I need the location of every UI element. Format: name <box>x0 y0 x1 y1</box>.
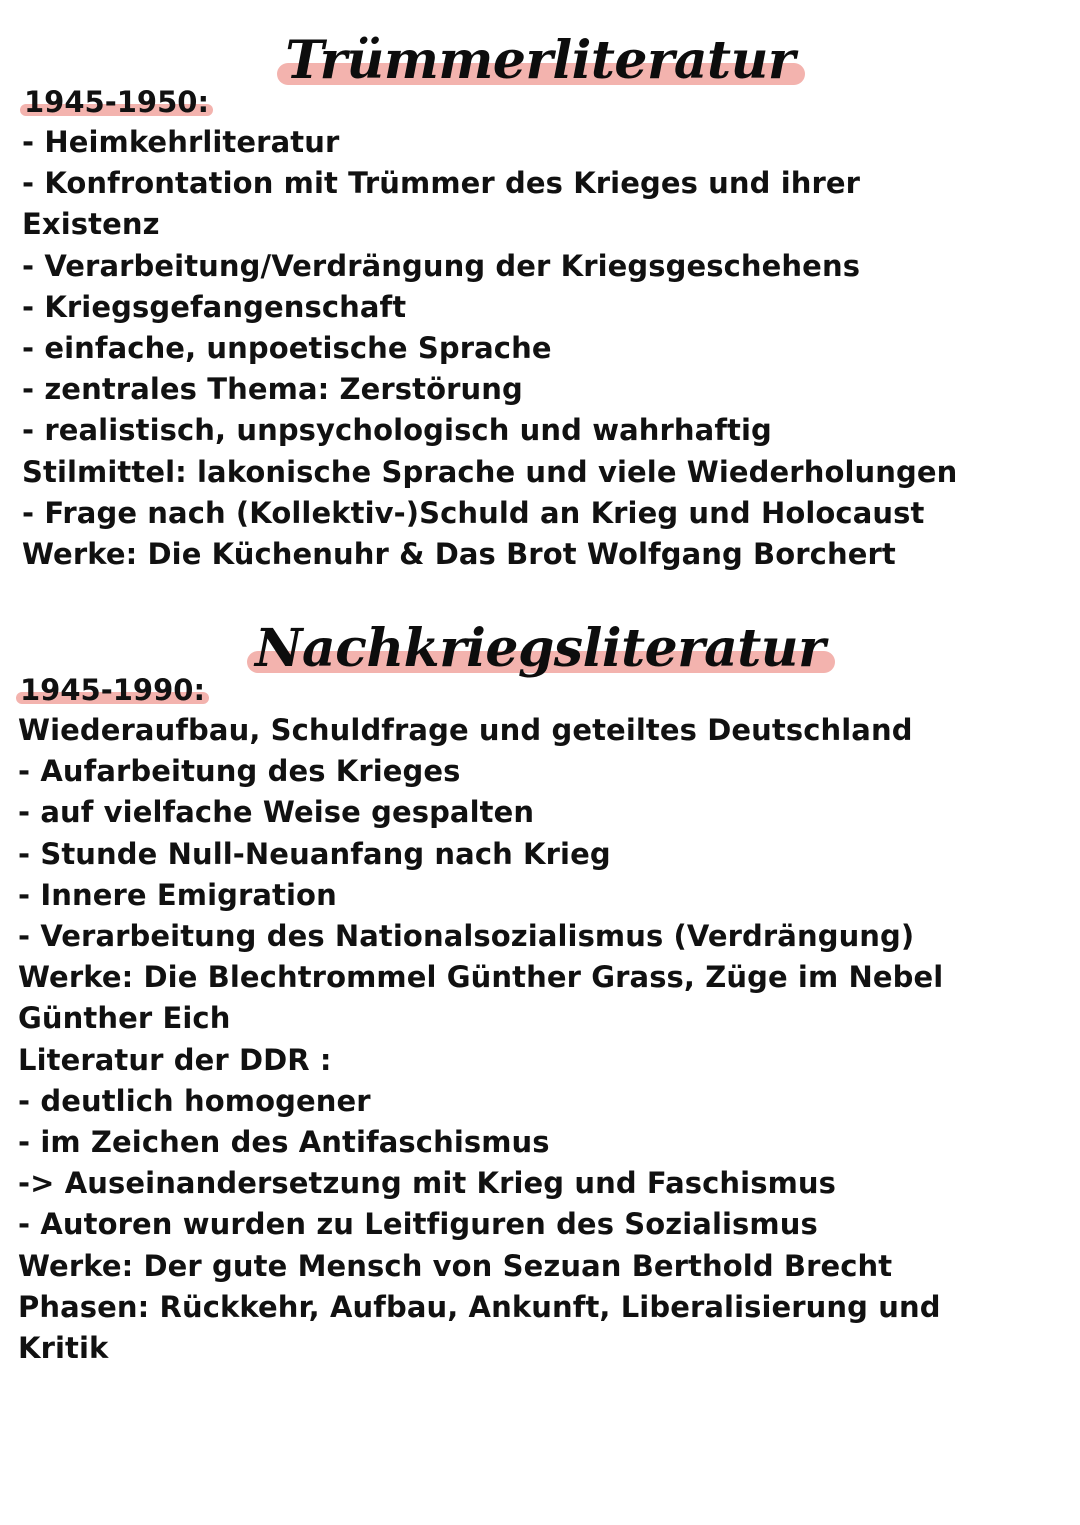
section-title: Nachkriegsliteratur <box>254 618 825 679</box>
note-line: - zentrales Thema: Zerstörung <box>22 372 523 407</box>
section-title-wrap <box>230 26 850 96</box>
note-line: -> Auseinandersetzung mit Krieg und Faschismus <box>18 1166 837 1201</box>
note-line: - deutlich homogener <box>18 1083 371 1118</box>
note-line: - Verarbeitung des Nationalsozialismus (Verdrängung) <box>18 919 915 954</box>
note-line: - Innere Emigration <box>18 877 337 912</box>
note-line: Wiederaufbau, Schuldfrage und geteiltes Deutschland <box>18 713 913 747</box>
note-line: Kritik <box>18 1331 109 1366</box>
note-line: - Autoren wurden zu Leitfiguren des Sozialismus <box>18 1207 818 1242</box>
note-line: Stilmittel: lakonische Sprache und viele Wiederholungen <box>22 454 958 489</box>
notes-list <box>22 122 957 575</box>
note-line: Werke: Der gute Mensch von Sezuan Berthold Brecht <box>18 1248 893 1283</box>
period-label: 1945-1990: <box>20 673 206 707</box>
note-line: - einfache, unpoetische Sprache <box>22 331 552 366</box>
note-line: - realistisch, unpsychologisch und wahrhaftig <box>22 413 772 448</box>
note-line: Existenz <box>22 207 160 242</box>
note-line: - Aufarbeitung des Krieges <box>18 754 461 789</box>
section-title: Trümmerliteratur <box>285 30 795 91</box>
note-line: - Kriegsgefangenschaft <box>22 289 407 324</box>
note-line: - auf vielfache Weise gespalten <box>18 795 535 830</box>
note-line: Phasen: Rückkehr, Aufbau, Ankunft, Liberalisierung und <box>18 1289 941 1324</box>
note-line: - Konfrontation mit Trümmer des Krieges und ihrer <box>22 166 861 201</box>
note-line: - Heimkehrliteratur <box>22 125 340 159</box>
note-line: Literatur der DDR : <box>18 1042 332 1077</box>
notes-list <box>18 710 943 1369</box>
note-line: - Verarbeitung/Verdrängung der Kriegsgeschehens <box>22 248 861 283</box>
period-label: 1945-1950: <box>24 85 210 119</box>
note-line: Werke: Die Blechtrommel Günther Grass, Züge im Nebel <box>18 960 944 995</box>
note-line: - Frage nach (Kollektiv-)Schuld an Krieg und Holocaust <box>22 495 925 530</box>
note-line: Werke: Die Küchenuhr & Das Brot Wolfgang Borchert <box>22 537 896 572</box>
note-line: - im Zeichen des Antifaschismus <box>18 1125 550 1160</box>
section-title-wrap <box>230 614 850 684</box>
note-line: - Stunde Null-Neuanfang nach Krieg <box>18 836 611 871</box>
note-line: Günther Eich <box>18 1001 231 1036</box>
